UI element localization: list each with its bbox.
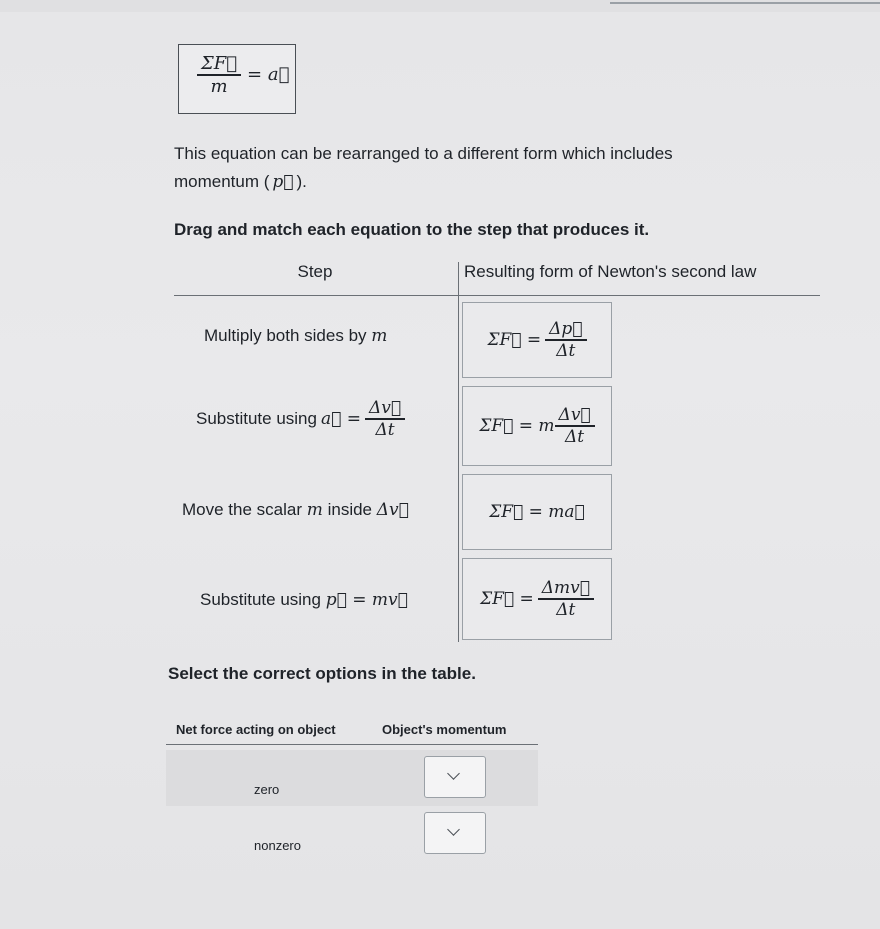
table-row bbox=[166, 810, 538, 866]
intro-line-1: This equation can be rearranged to a different form which includes bbox=[174, 144, 673, 163]
card-4-numerator: Δmv⃗ bbox=[541, 578, 590, 599]
step-2-prefix: Substitute using bbox=[196, 408, 317, 428]
chevron-down-icon bbox=[447, 823, 460, 836]
step-4 bbox=[200, 590, 408, 610]
card-1-lhs: ΣF⃗ = bbox=[487, 330, 542, 350]
step-2-denominator: Δt bbox=[375, 419, 395, 440]
step-3-prefix: Move the scalar bbox=[182, 500, 307, 519]
card-3-lhs: ΣF⃗ = ma⃗ bbox=[489, 502, 585, 522]
equation-fraction bbox=[197, 53, 241, 97]
intro-line-2 bbox=[174, 168, 307, 196]
equation-rhs: = a⃗ bbox=[247, 64, 290, 86]
momentum-symbol: p⃗ bbox=[272, 172, 294, 192]
step-1-prefix: Multiply both sides by bbox=[204, 326, 372, 345]
card-1-fraction bbox=[545, 319, 586, 361]
card-2-denominator: Δt bbox=[565, 426, 585, 447]
step-2-numerator: Δv⃗ bbox=[368, 398, 402, 418]
instruction: Drag and match each equation to the step that produces it. bbox=[174, 220, 650, 239]
equation-box bbox=[178, 44, 296, 114]
top-strip bbox=[0, 0, 880, 12]
header-step: Step bbox=[297, 262, 333, 281]
header-momentum: Object's momentum bbox=[382, 722, 507, 737]
momentum-dropdown-zero[interactable] bbox=[424, 756, 486, 798]
step-1 bbox=[204, 326, 387, 346]
card-2-lhs: ΣF⃗ = m bbox=[479, 416, 555, 436]
row-label-nonzero: nonzero bbox=[254, 838, 301, 853]
step-3-math: m bbox=[306, 500, 323, 520]
step-1-math: m bbox=[371, 326, 388, 346]
step-2-fraction bbox=[365, 398, 405, 440]
momentum-dropdown-nonzero[interactable] bbox=[424, 812, 486, 854]
chevron-down-icon bbox=[447, 767, 460, 780]
row-label-zero: zero bbox=[254, 782, 280, 797]
card-2-fraction bbox=[555, 405, 595, 447]
equation-numerator: ΣF⃗ bbox=[201, 53, 238, 74]
step-2-lhs: a⃗ = bbox=[320, 408, 361, 429]
answer-card-2[interactable] bbox=[462, 386, 612, 466]
card-1-numerator: Δp⃗ bbox=[549, 319, 583, 340]
table-row bbox=[166, 750, 538, 806]
card-4-denominator: Δt bbox=[556, 599, 576, 620]
step-2 bbox=[196, 398, 405, 440]
answer-card-1[interactable] bbox=[462, 302, 612, 378]
card-2-numerator: Δv⃗ bbox=[558, 405, 591, 426]
answer-card-4[interactable] bbox=[462, 558, 612, 640]
select-title: Select the correct options in the table. bbox=[168, 664, 476, 683]
top-rule bbox=[610, 2, 880, 4]
card-1-denominator: Δt bbox=[556, 340, 576, 361]
column-divider bbox=[458, 262, 459, 642]
header-result: Resulting form of Newton's second law bbox=[464, 262, 757, 281]
options-header-divider bbox=[166, 744, 538, 745]
intro-line-2-prefix: momentum ( bbox=[174, 172, 270, 191]
step-4-math: p⃗ = mv⃗ bbox=[325, 590, 408, 610]
step-3 bbox=[182, 500, 409, 520]
answer-card-3[interactable] bbox=[462, 474, 612, 550]
step-4-prefix: Substitute using bbox=[200, 590, 326, 609]
equation bbox=[197, 53, 289, 97]
equation-denominator: m bbox=[210, 75, 228, 97]
intro-line-2-suffix: ). bbox=[296, 172, 307, 191]
step-3-middle: inside bbox=[322, 500, 377, 519]
step-3-math2: Δv⃗ bbox=[376, 500, 409, 520]
header-net-force: Net force acting on object bbox=[176, 722, 336, 737]
card-4-fraction bbox=[538, 578, 594, 620]
card-4-lhs: ΣF⃗ = bbox=[480, 589, 534, 609]
header-divider bbox=[174, 295, 820, 296]
